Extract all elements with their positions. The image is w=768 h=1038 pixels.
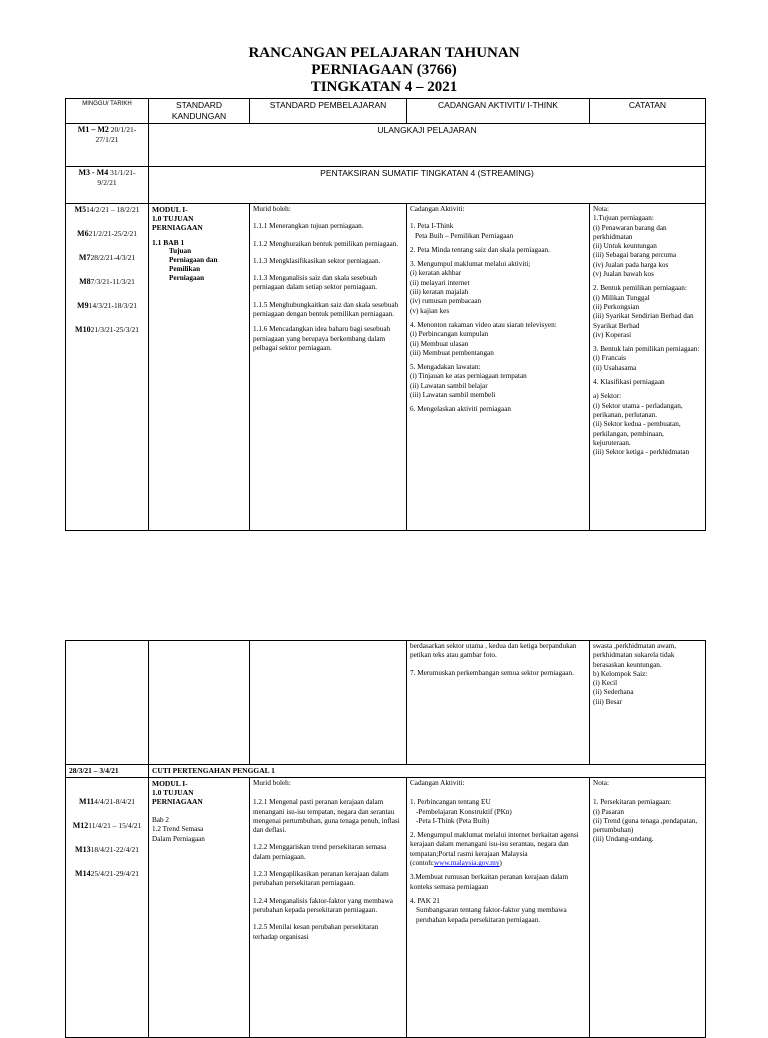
act-line: Sumbangsaran tentang faktor-faktor yang membawa perubahan kepada persekitaran perniagaan.	[416, 906, 567, 924]
week-item	[69, 277, 145, 287]
bab-title-line: Perniagaan	[169, 274, 205, 282]
gov-portal-link[interactable]: www.malaysia.gov.my	[433, 859, 500, 868]
week-item	[69, 797, 145, 807]
act-line: 1. Peta I-Think	[410, 222, 454, 231]
cat-line: swasta ,perkhidmatan awam, perkhidmatan sukarela tidak berasaskan keuntungan.	[593, 642, 677, 669]
bab-label: Bab 2	[152, 816, 169, 824]
cadangan-aktiviti-cont-cell	[407, 641, 590, 765]
cat-line: b) Kelompok Saiz:	[593, 669, 648, 678]
modul-label: MODUL I-	[152, 205, 188, 214]
act-line: (ii) Membuat ulasan	[410, 339, 469, 348]
act-line: -Peta I-Think (Peta Buih)	[416, 816, 490, 825]
empty-sp-cell	[250, 641, 407, 765]
week-item	[69, 229, 145, 239]
col-sk-line1: STANDARD	[175, 100, 223, 110]
col-sp-line1: STANDARD	[269, 100, 316, 110]
week-label: M6	[77, 229, 89, 238]
act-line: (i) Perbincangan kumpulan	[410, 330, 489, 339]
week-date: 31/1/21-9/2/21	[97, 168, 136, 187]
cat-line: Nota:	[593, 205, 609, 213]
cat-line: (iii) Sektor ketiga - perkhidmatan	[593, 448, 690, 457]
cat-line: (ii) Usahasama	[593, 363, 637, 372]
cat-line: 2. Bentuk pemilikan perniagaan:	[593, 284, 687, 293]
act-line: berdasarkan sektor utama , kedua dan ketiga berpandukan petikan teks atau gambar foto.	[410, 642, 577, 660]
act-text: 2. Mengumpul maklumat melalui internet berkaitan agensi kerajaan dalam menangani isu-isu serantau, negara dan tempatan;Portal rasmi kerajaan Malaysia (contoh:	[410, 831, 579, 868]
sp-item: 1.1.1 Menerangkan tujuan perniagaan.	[253, 222, 364, 231]
sp-intro: Murid boleh:	[253, 779, 291, 787]
standard-pembelajaran-cell	[250, 778, 407, 1038]
week-item	[69, 253, 145, 263]
week-date: 11/4/21 – 15/4/21	[88, 821, 142, 830]
week-date: 4/4/21-8/4/21	[94, 797, 135, 806]
empty-sk-cell	[149, 641, 250, 765]
cadangan-aktiviti-cell	[407, 778, 590, 1038]
cat-line: (i) Francais	[593, 354, 626, 363]
week-cell	[66, 167, 149, 204]
pentaksiran-line1: PENTAKSIRAN SUMATIF TINGKATAN 4	[320, 168, 476, 178]
sp-item: 1.1.5 Menghubungkaitkan saiz dan skala sesebuah perniagaan dengan bentuk pemilikan perniagaan.	[253, 300, 399, 319]
sp-item: 1.1.3 Menganalisis saiz dan skala sesebuah perniagaan dalam setiap sektor perniagaan.	[253, 274, 377, 292]
act-line-with-link	[410, 831, 586, 868]
pentaksiran-cell	[149, 167, 706, 204]
act-line: 6. Mengelaskan aktiviti perniagaan	[410, 405, 511, 414]
catatan-cell	[590, 778, 706, 1038]
act-line: (v) kajian kes	[410, 306, 450, 315]
col-catatan: CATATAN	[590, 99, 706, 124]
cat-line: (ii) Untuk keuntungan	[593, 242, 657, 251]
week-list-cell	[66, 204, 149, 531]
week-date: 21/3/21-25/3/21	[90, 325, 139, 334]
cat-line: 1.Tujuan perniagaan:	[593, 214, 654, 223]
cat-line: 1. Persekitaran perniagaan:	[593, 798, 672, 807]
cat-line: (iv) Jualan pada harga kos	[593, 260, 669, 269]
week-date: 18/4/21-22/4/21	[90, 845, 139, 854]
sp-item: 1.2.4 Menganalisis faktor-faktor yang membawa perubahan kepada persekitaran perniagaan.	[253, 896, 393, 914]
col-sk-line2: KANDUNGAN	[171, 111, 227, 121]
cuti-label: CUTI PERTENGAHAN PENGGAL 1	[149, 765, 706, 778]
act-line: 3. Mengumpul maklumat melalui aktiviti;	[410, 260, 531, 269]
cat-line: 4. Klasifikasi perniagaan	[593, 378, 665, 387]
week-item	[69, 301, 145, 311]
cat-line: (iii) Sebagai barang percuma	[593, 251, 677, 260]
pentaksiran-line2: (STREAMING)	[477, 168, 534, 178]
sp-item: 1.2.2 Menggariskan trend persekitaran semasa dalam perniagaan.	[253, 843, 387, 861]
week-label: M9	[77, 301, 89, 310]
cat-line: (i) Penawaran barang dan perkhidmatan	[593, 223, 667, 241]
act-line: (iii) Lawatan sambil membeli	[410, 391, 496, 400]
bab-title-line: Tujuan	[169, 247, 192, 255]
week-item	[69, 205, 145, 215]
act-line: 1. Perbincangan tentang EU	[410, 798, 491, 807]
modul-title-line1: 1.0 TUJUAN	[152, 788, 194, 797]
table-row-ulangkaji	[66, 124, 706, 167]
cat-line: (ii) Sederhana	[593, 688, 634, 697]
week-date: 21/2/21-25/2/21	[88, 229, 137, 238]
week-label: M14	[75, 869, 91, 878]
cat-line: (iv) Koperasi	[593, 330, 632, 339]
week-label: M12	[72, 821, 89, 830]
sp-item: 1.1.6 Mencadangkan idea baharu bagi sesebuah perniagaan yang berupaya berkembang dalam pelbagai sektor perniagaan.	[253, 325, 391, 352]
cat-line: (iii) Undang-undang.	[593, 835, 654, 844]
cat-line: (i) Pasaran	[593, 807, 624, 816]
cat-line: (v) Jualan bawah kos	[593, 270, 654, 279]
ulangkaji-cell: ULANGKAJI PELAJARAN	[149, 124, 706, 167]
week-item	[69, 821, 145, 831]
standard-kandungan-cell	[149, 204, 250, 531]
table-row-bab1	[66, 204, 706, 531]
week-date: 14/3/21-18/3/21	[88, 301, 137, 310]
week-item	[69, 845, 145, 855]
sp-item: 1.2.3 Mengaplikasikan peranan kerajaan dalam perubahan persekitaran perniagaan.	[253, 870, 389, 888]
act-line: 4. PAK 21	[410, 896, 440, 905]
plan-table-page2	[65, 640, 706, 1038]
week-label: M11	[79, 797, 95, 806]
cat-line: 3. Bentuk lain pemilikan perniagaan:	[593, 345, 700, 354]
week-cell	[66, 124, 149, 167]
sp-item: 1.1.2 Menghuraikan bentuk pemilikan perniagaan.	[253, 239, 399, 248]
cat-line: (i) Sektor utama - perladangan, perikanan, perlutanan.	[593, 401, 683, 419]
week-item	[69, 869, 145, 879]
cadangan-aktiviti-cell	[407, 204, 590, 531]
week-item	[69, 325, 145, 335]
week-label: M3 - M4	[78, 168, 109, 177]
week-label: M8	[79, 277, 91, 286]
cat-line: Nota:	[593, 779, 609, 787]
act-line: 2. Peta Minda tentang saiz dan skala perniagaan.	[410, 245, 550, 254]
week-label: M10	[75, 325, 91, 334]
week-date: 20/1/21-27/1/21	[95, 125, 137, 144]
col-standard-kandungan	[149, 99, 250, 124]
table-row-pentaksiran	[66, 167, 706, 204]
week-label: M7	[78, 253, 91, 262]
col-minggu-line2: TARIKH	[110, 101, 132, 107]
act-line: (iii) keratan majalah	[410, 288, 469, 297]
col-standard-pembelajaran	[250, 99, 407, 124]
week-label: M1 – M2	[77, 125, 109, 134]
modul-title-line2: PERNIAGAAN	[152, 223, 203, 232]
week-date: 28/2/21-4/3/21	[90, 253, 136, 262]
act-line: (iii) Membuat pembentangan	[410, 348, 494, 357]
week-date: 14/2/21 – 18/2/21	[86, 205, 140, 214]
plan-table-page1	[65, 98, 706, 531]
cat-line: (ii) Trend (guna tenaga ,pendapatan, pertumbuhan)	[593, 816, 698, 835]
bab-title-line: Perniagaan dan	[169, 256, 218, 264]
act-line: (ii) melayari internet	[410, 278, 470, 287]
doc-title-line3: TINGKATAN 4 – 2021	[310, 79, 458, 95]
act-line: (i) keratan akhbar	[410, 269, 462, 278]
table-header-row	[66, 99, 706, 124]
act-line: Peta Buih – Pemilikan Perniagaan	[415, 231, 514, 240]
sp-item: 1.2.5 Menilai kesan perubahan persekitaran terhadap organisasi	[253, 923, 379, 941]
standard-pembelajaran-cell	[250, 204, 407, 531]
sp-intro: Murid boleh:	[253, 205, 291, 213]
act-intro: Cadangan Aktiviti:	[410, 779, 465, 787]
act-intro: Cadangan Aktiviti:	[410, 205, 465, 213]
sp-item: 1.1.3 Mengklasifikasikan sektor perniagaan.	[253, 256, 381, 265]
cuti-date: 28/3/21 – 3/4/21	[66, 765, 149, 778]
week-date: 25/4/21-29/4/21	[90, 869, 139, 878]
doc-title-line1: RANCANGAN PELAJARAN TAHUNAN	[248, 45, 520, 61]
modul-title-line1: 1.0 TUJUAN	[152, 214, 194, 223]
table-row-continued	[66, 641, 706, 765]
cat-line: (i) Milikan Tunggal	[593, 293, 650, 302]
standard-kandungan-cell	[149, 778, 250, 1038]
week-label: M13	[75, 845, 91, 854]
cat-line: a) Sektor:	[593, 392, 622, 401]
week-date: 7/3/21-11/3/21	[90, 277, 135, 286]
act-line: -Pembelajaran Konstruktif (PKn)	[416, 807, 512, 816]
sp-item: 1.2.1 Mengenal pasti peranan kerajaan dalam menangani isu-isu tempatan, negara dan serantau mengenai pertumbuhan, guna tenaga penuh, inflasi dan deflasi.	[253, 798, 400, 835]
act-text: )	[499, 859, 502, 868]
act-line: 4. Menonton rakaman video atau siaran televisyen:	[410, 320, 557, 329]
cat-line: (ii) Perkongsian	[593, 302, 640, 311]
col-cadangan-aktiviti: CADANGAN AKTIVITI/ I-THINK	[407, 99, 590, 124]
modul-title-line2: PERNIAGAAN	[152, 797, 203, 806]
cat-line: (iii) Syarikat Sendirian Berhad dan Syarikat Berhad	[593, 312, 694, 330]
modul-label: MODUL I-	[152, 779, 188, 788]
week-label: M5	[74, 205, 87, 214]
doc-title-line2: PERNIAGAAN (3766)	[311, 62, 457, 78]
week-list-cell	[66, 778, 149, 1038]
act-line: 5. Mengadakan lawatan:	[410, 363, 481, 372]
cat-line: (ii) Sektor kedua - pembuatan, perkilangan, pembinaan, kejuruteraan.	[593, 420, 681, 447]
act-line: (ii) Lawatan sambil belajar	[410, 381, 488, 390]
bab-title-line: 1.2 Trend Semasa	[152, 825, 204, 834]
act-line: (iv) rumusan pembacaan	[410, 297, 482, 306]
catatan-cell	[590, 204, 706, 531]
bab-title-line: Pemilikan	[169, 265, 201, 273]
act-line: 7. Merumuskan perkembangan semua sektor perniagaan.	[410, 668, 574, 677]
col-minggu	[66, 99, 149, 124]
table-row-bab2	[66, 778, 706, 1038]
catatan-cont-cell	[590, 641, 706, 765]
act-line: (i) Tinjauan ke atas perniagaan tempatan	[410, 372, 527, 381]
empty-week-cell	[66, 641, 149, 765]
act-line: 3.Membuat rumusan berkaitan peranan kerajaan dalam konteks semasa perniagaan	[410, 873, 569, 891]
bab-title-line: Dalam Perniagaan	[152, 834, 205, 843]
bab-label: 1.1 BAB 1	[152, 238, 185, 247]
cat-line: (i) Kecil	[593, 679, 618, 688]
cat-line: (iii) Besar	[593, 697, 622, 706]
col-minggu-line1: MINGGU/	[82, 101, 109, 107]
col-sp-line2: PEMBELAJARAN	[318, 100, 387, 110]
table-row-cuti	[66, 765, 706, 778]
